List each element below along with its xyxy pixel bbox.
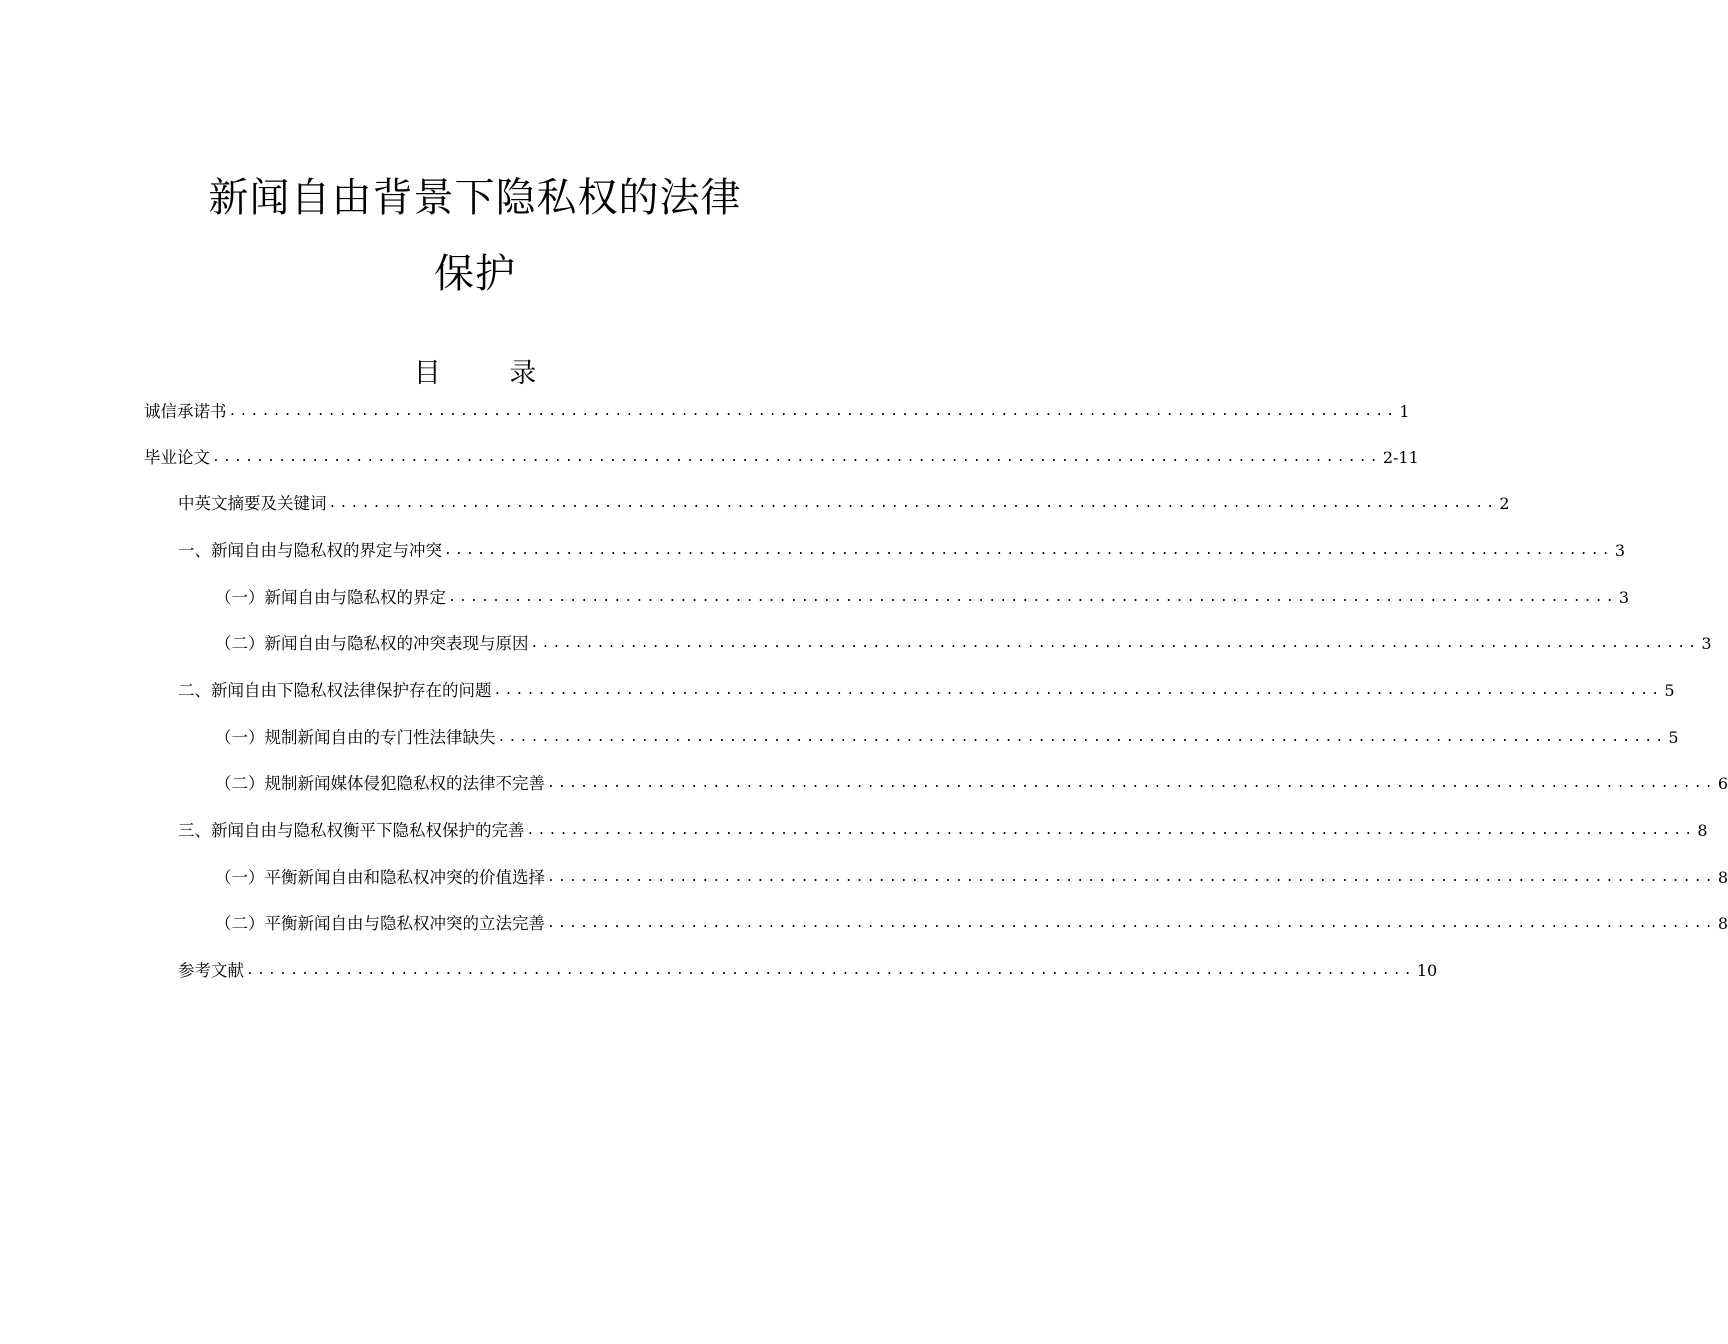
toc-leader-dots: .......................................................................................................... (497, 730, 1667, 745)
toc-entry[interactable] (178, 492, 1510, 516)
toc-entry[interactable] (215, 772, 1728, 796)
toc-entry-title: （一）平衡新闻自由和隐私权冲突的价值选择 (215, 868, 545, 887)
toc-leader-dots: .......................................................................................................... (212, 450, 1381, 465)
toc-leader-dots: .......................................................................................................... (328, 496, 1498, 511)
toc-entry-page: 1 (1399, 402, 1410, 421)
toc-leader-dots: .......................................................................................................... (547, 916, 1716, 931)
toc-entry-page: 3 (1701, 634, 1712, 653)
toc-entry-page: 3 (1618, 588, 1630, 607)
toc-entry[interactable] (215, 912, 1728, 936)
toc-entry-title: 一、新闻自由与隐私权的界定与冲突 (178, 541, 442, 560)
toc-leader-dots: .......................................................................................................... (530, 636, 1700, 651)
toc-entry-page: 6 (1717, 774, 1728, 793)
toc-leader-dots: .......................................................................................................... (547, 776, 1716, 791)
toc-entry-page: 2-11 (1382, 448, 1419, 467)
document-title-line-1: 新闻自由背景下隐私权的法律 (208, 175, 742, 221)
toc-entry[interactable] (178, 679, 1675, 703)
toc-entry[interactable] (178, 819, 1708, 843)
toc-entry-title: 三、新闻自由与隐私权衡平下隐私权保护的完善 (178, 821, 525, 840)
toc-leader-dots: .......................................................................................................... (526, 823, 1696, 838)
toc-entry[interactable] (215, 726, 1679, 750)
toc-entry-title: （二）平衡新闻自由与隐私权冲突的立法完善 (215, 914, 545, 933)
toc-leader-dots: .......................................................................................................... (444, 543, 1613, 558)
toc-entry[interactable] (178, 539, 1626, 563)
toc-heading: 目 录 (413, 358, 567, 389)
toc-entry-page: 8 (1717, 868, 1728, 887)
toc-entry[interactable] (215, 586, 1630, 610)
toc-leader-dots: .......................................................................................................... (228, 404, 1398, 419)
toc-entry-title: 参考文献 (178, 961, 244, 980)
toc-entry-title: 毕业论文 (144, 448, 210, 467)
toc-entry-page: 5 (1664, 681, 1675, 700)
toc-entry-page: 8 (1717, 914, 1728, 933)
toc-entry-page: 2 (1499, 494, 1510, 513)
toc-entry-page: 10 (1416, 961, 1438, 980)
toc-entry-page: 8 (1697, 821, 1708, 840)
toc-entry[interactable] (144, 446, 1419, 470)
toc-entry[interactable] (215, 866, 1728, 890)
toc-entry[interactable] (215, 632, 1712, 656)
toc-entry[interactable] (144, 400, 1410, 424)
toc-leader-dots: .......................................................................................................... (547, 870, 1716, 885)
toc-entry-title: （二）规制新闻媒体侵犯隐私权的法律不完善 (215, 774, 545, 793)
toc-entry[interactable] (178, 959, 1438, 983)
toc-entry-title: （二）新闻自由与隐私权的冲突表现与原因 (215, 634, 529, 653)
toc-entry-page: 5 (1668, 728, 1679, 747)
document-title-line-2: 保护 (434, 251, 516, 297)
toc-entry-title: 二、新闻自由下隐私权法律保护存在的问题 (178, 681, 492, 700)
toc-leader-dots: .......................................................................................................... (448, 590, 1617, 605)
toc-entry-title: 中英文摘要及关键词 (178, 494, 327, 513)
toc-entry-title: （一）新闻自由与隐私权的界定 (215, 588, 446, 607)
toc-entry-title: （一）规制新闻自由的专门性法律缺失 (215, 728, 496, 747)
toc-leader-dots: .......................................................................................................... (493, 683, 1663, 698)
toc-entry-title: 诚信承诺书 (144, 402, 227, 421)
toc-leader-dots: .......................................................................................................... (246, 963, 1415, 978)
toc-entry-page: 3 (1614, 541, 1626, 560)
